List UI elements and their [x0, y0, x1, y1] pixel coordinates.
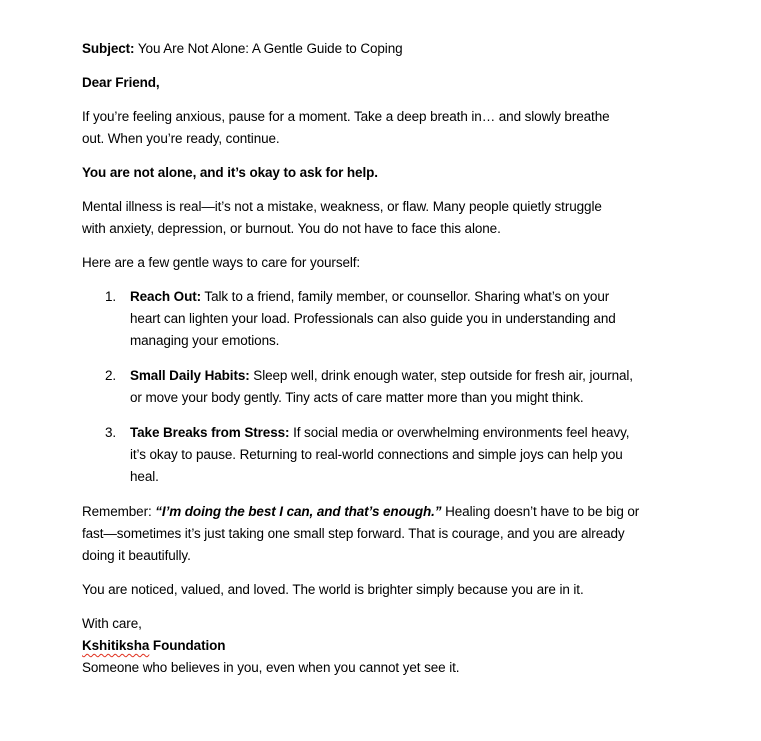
- list-item-content: [130, 286, 701, 352]
- text-run: or move your body gently. Tiny acts of care matter more than you might think.: [130, 390, 584, 405]
- text-run: doing it beautifully.: [82, 548, 191, 563]
- text-run: out. When you’re ready, continue.: [82, 131, 280, 146]
- text-run: You are noticed, valued, and loved. The world is brighter simply because you are in it.: [82, 582, 584, 597]
- text-line: [82, 106, 701, 128]
- text-run: Remember:: [82, 504, 156, 519]
- text-line: [82, 128, 701, 150]
- list-number: 3.: [105, 425, 117, 440]
- text-run: Here are a few gentle ways to care for yourself:: [82, 255, 361, 270]
- text-run: it’s okay to pause. Returning to real-world connections and simple joys can help you: [130, 447, 623, 462]
- body-paragraph: [82, 196, 701, 240]
- key-message: [82, 162, 701, 184]
- text-line: [82, 218, 701, 240]
- text-run: Foundation: [149, 638, 226, 653]
- text-run: Mental illness is real—it’s not a mistake, weakness, or flaw. Many people quietly struggle: [82, 199, 602, 214]
- text-run: Talk to a friend, family member, or counsellor. Sharing what’s on your: [201, 289, 610, 304]
- text-line: [82, 523, 701, 545]
- affirmation-paragraph: [82, 579, 701, 601]
- text-line: [130, 330, 701, 352]
- text-run: managing your emotions.: [130, 333, 280, 348]
- text-line: [130, 466, 701, 488]
- text-run: Take Breaks from Stress:: [130, 425, 290, 440]
- document-body: [82, 38, 701, 679]
- list-number: 1.: [105, 289, 117, 304]
- text-run: heart can lighten your load. Professionals can also guide you in understanding and: [130, 311, 616, 326]
- text-run: Subject:: [82, 41, 135, 56]
- text-run: If social media or overwhelming environments feel heavy,: [289, 425, 630, 440]
- salutation: [82, 72, 701, 94]
- text-line: [82, 38, 701, 60]
- text-run: “I’m doing the best I can, and that’s enough.”: [155, 504, 442, 519]
- text-run: Healing doesn’t have to be big or: [441, 504, 640, 519]
- text-line: [82, 72, 701, 94]
- text-line: [130, 444, 701, 466]
- list-item-reach-out: [105, 286, 701, 352]
- closing-signature: [82, 613, 701, 679]
- text-line: [82, 162, 701, 184]
- list-number: 2.: [105, 368, 117, 383]
- text-line: [82, 501, 701, 523]
- text-line: [82, 196, 701, 218]
- text-run: Dear Friend,: [82, 75, 160, 90]
- text-run: Sleep well, drink enough water, step outside for fresh air, journal,: [249, 368, 633, 383]
- list-item-small-daily-habits: [105, 365, 701, 409]
- text-line: [82, 635, 701, 657]
- text-line: [82, 545, 701, 567]
- text-run: You Are Not Alone: A Gentle Guide to Coping: [134, 41, 403, 56]
- text-run: fast—sometimes it’s just taking one small step forward. That is courage, and you are already: [82, 526, 625, 541]
- text-line: [82, 579, 701, 601]
- list-intro: [82, 252, 701, 274]
- text-run: You are not alone, and it’s okay to ask for help.: [82, 165, 378, 180]
- list-item-content: [130, 422, 701, 488]
- text-run: Small Daily Habits:: [130, 368, 250, 383]
- list-item-content: [130, 365, 701, 409]
- text-line: [82, 657, 701, 679]
- text-line: [130, 422, 701, 444]
- text-run: heal.: [130, 469, 159, 484]
- subject-line: [82, 38, 701, 60]
- intro-paragraph: [82, 106, 701, 150]
- text-run: with anxiety, depression, or burnout. You do not have to face this alone.: [82, 221, 501, 236]
- text-run: Reach Out:: [130, 289, 202, 304]
- misspelled-word-squiggle: Kshitiksha: [82, 638, 150, 653]
- text-run: If you’re feeling anxious, pause for a moment. Take a deep breath in… and slowly breathe: [82, 109, 610, 124]
- text-run: With care,: [82, 616, 142, 631]
- list-item-take-breaks: [105, 422, 701, 488]
- remember-paragraph: [82, 501, 701, 567]
- text-line: [82, 613, 701, 635]
- text-line: [130, 365, 701, 387]
- text-run: Someone who believes in you, even when you cannot yet see it.: [82, 660, 460, 675]
- text-line: [130, 387, 701, 409]
- text-line: [82, 252, 701, 274]
- text-line: [130, 286, 701, 308]
- text-line: [130, 308, 701, 330]
